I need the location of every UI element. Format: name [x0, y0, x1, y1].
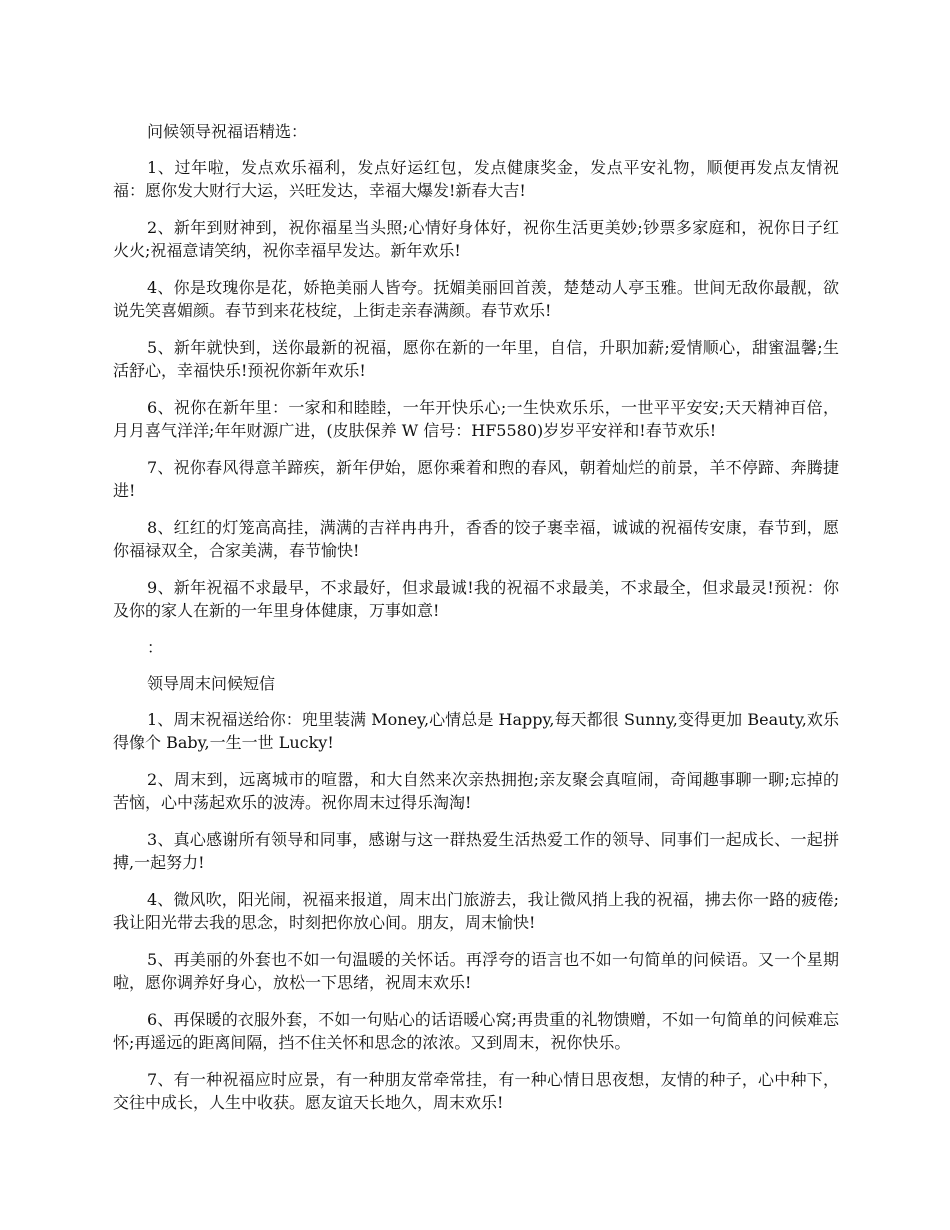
section-heading-weekend-messages: 领导周末问候短信 — [147, 674, 276, 693]
weekend-paragraph-1: 1、周末祝福送给你：兜里装满 Money,心情总是 Happy,每天都很 Sunny,变得更加 Beauty,欢乐得像个 Baby,一生一世 Lucky! — [113, 710, 839, 752]
weekend-paragraph-7: 7、有一种祝福应时应景，有一种朋友常牵常挂，有一种心情日思夜想，友情的种子，心中种下，交往中成长，人生中收获。愿友谊天长地久，周末欢乐! — [113, 1070, 839, 1112]
weekend-paragraph-4: 4、微风吹，阳光闹，祝福来报道，周末出门旅游去，我让微风捎上我的祝福，拂去你一路的疲倦;我让阳光带去我的思念，时刻把你放心间。朋友，周末愉快! — [113, 890, 839, 932]
greeting-paragraph-7: 7、祝你春风得意羊蹄疾，新年伊始，愿你乘着和煦的春风，朝着灿烂的前景，羊不停蹄、奔腾捷进! — [113, 458, 839, 500]
greeting-paragraph-9: 9、新年祝福不求最早，不求最好，但求最诚!我的祝福不求最美，不求最全，但求最灵!预祝：你及你的家人在新的一年里身体健康，万事如意! — [113, 578, 839, 620]
greeting-paragraph-5: 5、新年就快到，送你最新的祝福，愿你在新的一年里，自信，升职加薪;爱情顺心，甜蜜温馨;生活舒心，幸福快乐!预祝你新年欢乐! — [113, 338, 839, 380]
greeting-paragraph-8: 8、红红的灯笼高高挂，满满的吉祥冉冉升，香香的饺子裹幸福，诚诚的祝福传安康，春节到，愿你福禄双全，合家美满，春节愉快! — [113, 518, 839, 560]
section-separator: ： — [147, 638, 164, 657]
greeting-paragraph-6: 6、祝你在新年里：一家和和睦睦，一年开快乐心;一生快欢乐乐，一世平平安安;天天精神百倍，月月喜气洋洋;年年财源广进，(皮肤保养 W 信号：HF5580)岁岁平安祥和!春节欢乐! — [113, 398, 839, 440]
greeting-paragraph-2: 2、新年到财神到，祝你福星当头照;心情好身体好，祝你生活更美妙;钞票多家庭和，祝你日子红火火;祝福意请笑纳，祝你幸福早发达。新年欢乐! — [113, 218, 839, 260]
greeting-paragraph-1: 1、过年啦，发点欢乐福利，发点好运红包，发点健康奖金，发点平安礼物，顺便再发点友情祝福：愿你发大财行大运，兴旺发达，幸福大爆发!新春大吉! — [113, 158, 839, 200]
document-body — [113, 120, 839, 1128]
weekend-paragraph-5: 5、再美丽的外套也不如一句温暖的关怀话。再浮夸的语言也不如一句简单的问候语。又一个星期啦，愿你调养好身心，放松一下思绪，祝周末欢乐! — [113, 950, 839, 992]
greeting-paragraph-4: 4、你是玫瑰你是花，娇艳美丽人皆夸。抚媚美丽回首羡，楚楚动人亭玉雅。世间无敌你最靓，欲说先笑喜媚颜。春节到来花枝绽，上街走亲春满颜。春节欢乐! — [113, 278, 839, 320]
weekend-paragraph-2: 2、周末到，远离城市的喧嚣，和大自然来次亲热拥抱;亲友聚会真喧闹，奇闻趣事聊一聊;忘掉的苦恼，心中荡起欢乐的波涛。祝你周末过得乐淘淘! — [113, 770, 839, 812]
weekend-paragraph-6: 6、再保暖的衣服外套，不如一句贴心的话语暖心窝;再贵重的礼物馈赠，不如一句简单的问候难忘怀;再遥远的距离间隔，挡不住关怀和思念的浓浓。又到周末，祝你快乐。 — [113, 1010, 839, 1052]
section-heading-leader-greetings: 问候领导祝福语精选： — [147, 122, 308, 141]
weekend-paragraph-3: 3、真心感谢所有领导和同事，感谢与这一群热爱生活热爱工作的领导、同事们一起成长、一起拼搏,一起努力! — [113, 830, 839, 872]
